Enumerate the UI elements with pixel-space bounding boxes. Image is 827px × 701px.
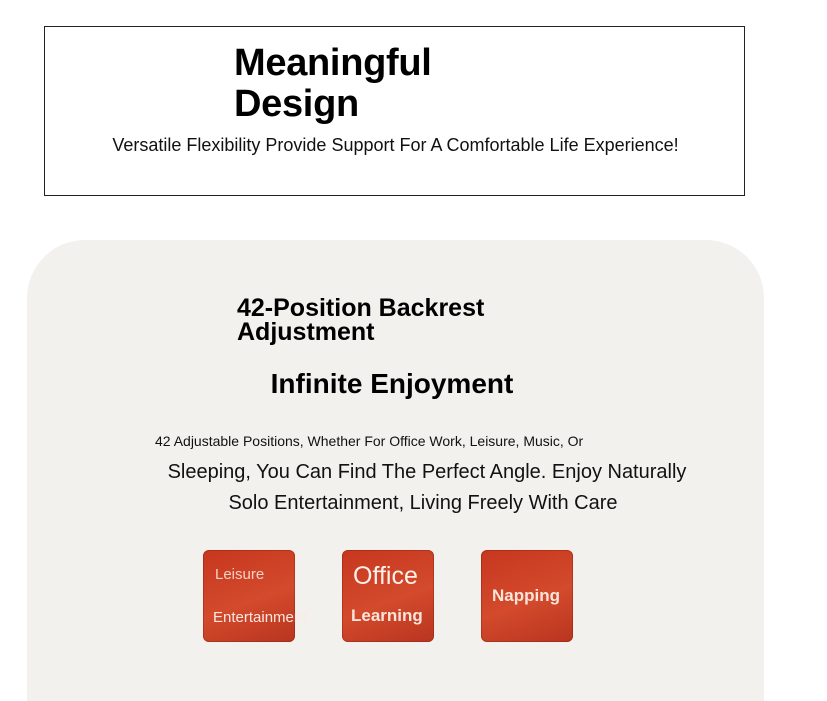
feature-title-line2: Adjustment <box>237 318 375 346</box>
header-title-line1: Meaningful <box>234 42 432 84</box>
feature-subtitle: Infinite Enjoyment <box>270 368 514 399</box>
scene-tile-office-label: Office <box>353 562 418 590</box>
feature-panel <box>27 240 764 701</box>
header-subtitle: Versatile Flexibility Provide Support For A Comfortable Life Experience! <box>112 135 679 155</box>
scene-tile-office[interactable] <box>342 550 434 642</box>
scene-tile-napping-label: Napping <box>492 586 560 605</box>
feature-description-line1: 42 Adjustable Positions, Whether For Office Work, Leisure, Music, Or <box>155 433 584 449</box>
scene-tile-leisure[interactable] <box>203 550 307 642</box>
feature-title <box>237 296 484 344</box>
scene-tile-leisure-sublabel: Entertainment <box>213 609 307 626</box>
scene-tile-leisure-label: Leisure <box>215 566 265 583</box>
scene-tile-napping[interactable] <box>481 550 573 642</box>
feature-description-line3: Solo Entertainment, Living Freely With Care <box>228 492 618 514</box>
header-box <box>44 26 745 196</box>
feature-description-line2: Sleeping, You Can Find The Perfect Angle. Enjoy Naturally <box>167 461 687 483</box>
header-title-line2: Design <box>234 83 359 125</box>
scene-tile-office-sublabel: Learning <box>351 606 423 625</box>
header-title <box>234 43 494 125</box>
feature-title-line1: 42-Position Backrest <box>237 294 485 322</box>
